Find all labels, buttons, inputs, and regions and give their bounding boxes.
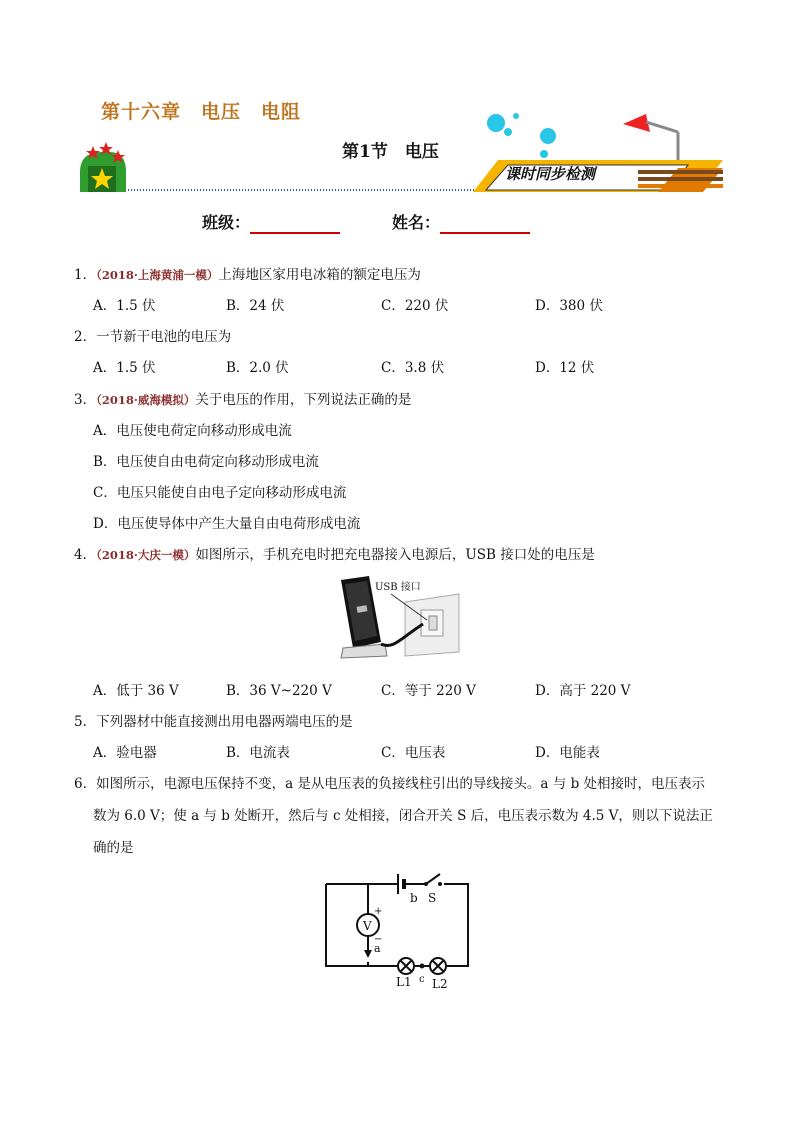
bubble-icon: [487, 114, 505, 132]
question-3: [74, 388, 411, 408]
question-source: （2018·威海模拟）: [96, 393, 196, 407]
class-label: 班级：: [202, 213, 251, 232]
option[interactable]: D．电能表: [535, 745, 600, 761]
name-field: [392, 210, 530, 234]
question-text: 下列器材中能直接测出用电器两端电压的是: [96, 714, 353, 730]
label-c: c: [419, 974, 425, 985]
question-number: 2．: [74, 329, 97, 345]
option[interactable]: C．电压表: [381, 745, 446, 761]
desk-lamp-icon: [623, 114, 678, 165]
option[interactable]: B．电流表: [226, 745, 290, 761]
option[interactable]: A．低于 36 V: [93, 683, 179, 699]
name-label: 姓名：: [392, 213, 441, 232]
label-l2: L2: [432, 977, 448, 991]
label-s: S: [428, 891, 437, 905]
option[interactable]: D．电压使导体中产生大量自由电荷形成电流: [93, 516, 361, 532]
star-badge-icon: [80, 142, 126, 192]
option[interactable]: D．380 伏: [535, 298, 603, 314]
lamp-l2-icon: [430, 958, 446, 974]
question-text: 如图所示，手机充电时把充电器接入电源后，USB 接口处的电压是: [195, 547, 595, 563]
option[interactable]: C．220 伏: [381, 298, 449, 314]
option[interactable]: C．等于 220 V: [381, 683, 476, 699]
option[interactable]: A．1.5 伏: [93, 360, 156, 376]
switch-blade: [426, 874, 440, 884]
question-6: [74, 772, 705, 792]
label-minus: −: [374, 934, 383, 945]
label-b: b: [410, 891, 418, 905]
question-text: 一节新干电池的电压为: [96, 329, 232, 345]
option[interactable]: A．验电器: [93, 745, 157, 761]
question-text-line: 如图所示，电源电压保持不变，a 是从电压表的负接线柱引出的导线接头。a 与 b 处相接时，电压表示: [96, 776, 705, 792]
chapter-title: 第十六章 电压 电阻: [101, 101, 302, 123]
question-2: [74, 325, 231, 345]
question-text-line: 数为 6.0 V；使 a 与 b 处断开，然后与 c 处相接，闭合开关 S 后，电压表示数为 4.5 V，则以下说法正: [93, 808, 713, 824]
question-text: 关于电压的作用，下列说法正确的是: [195, 392, 412, 408]
banner-label: 课时同步检测: [505, 165, 596, 183]
option[interactable]: B．24 伏: [226, 298, 285, 314]
class-blank[interactable]: [250, 213, 340, 234]
question-source: （2018·大庆一模）: [96, 548, 196, 562]
lamp-l1-icon: [398, 958, 414, 974]
question-number: 6．: [74, 776, 97, 792]
question-number: 5．: [74, 714, 97, 730]
class-field: [202, 210, 340, 234]
question-source: （2018·上海黄浦一模）: [96, 268, 219, 282]
bubble-icon: [540, 128, 556, 144]
arrow-down-icon: [364, 950, 372, 958]
option[interactable]: A．电压使电荷定向移动形成电流: [93, 423, 292, 439]
label-plus: +: [374, 906, 383, 917]
section-title: 第1节 电压: [342, 142, 439, 162]
bubble-icon: [513, 113, 519, 119]
question-text-line: 确的是: [93, 840, 134, 856]
question-number: 4．: [74, 547, 97, 563]
question-4: [74, 543, 595, 563]
wire: [444, 884, 468, 966]
name-blank[interactable]: [440, 213, 530, 234]
bubble-icon: [504, 128, 512, 136]
question-text: 上海地区家用电冰箱的额定电压为: [218, 267, 421, 283]
option[interactable]: B．2.0 伏: [226, 360, 289, 376]
question-number: 3．: [74, 392, 97, 408]
label-l1: L1: [396, 975, 412, 989]
question-1: [74, 263, 421, 283]
option[interactable]: D．高于 220 V: [535, 683, 631, 699]
option[interactable]: A．1.5 伏: [93, 298, 156, 314]
option[interactable]: B．电压使自由电荷定向移动形成电流: [93, 454, 319, 470]
header-decoration: [78, 110, 723, 200]
question-number: 1．: [74, 267, 97, 283]
bubble-icon: [540, 150, 548, 158]
question-5: [74, 710, 353, 730]
svg-text:V: V: [363, 919, 372, 933]
usb-label: USB 接口: [375, 582, 421, 593]
phone-charger-figure: [335, 572, 465, 664]
option[interactable]: C．电压只能使自由电子定向移动形成电流: [93, 485, 347, 501]
option[interactable]: B．36 V~220 V: [226, 683, 332, 699]
circuit-diagram: [318, 870, 478, 992]
voltmeter-icon: [357, 914, 379, 936]
label-a: a: [374, 942, 381, 955]
option[interactable]: C．3.8 伏: [381, 360, 445, 376]
option[interactable]: D．12 伏: [535, 360, 595, 376]
